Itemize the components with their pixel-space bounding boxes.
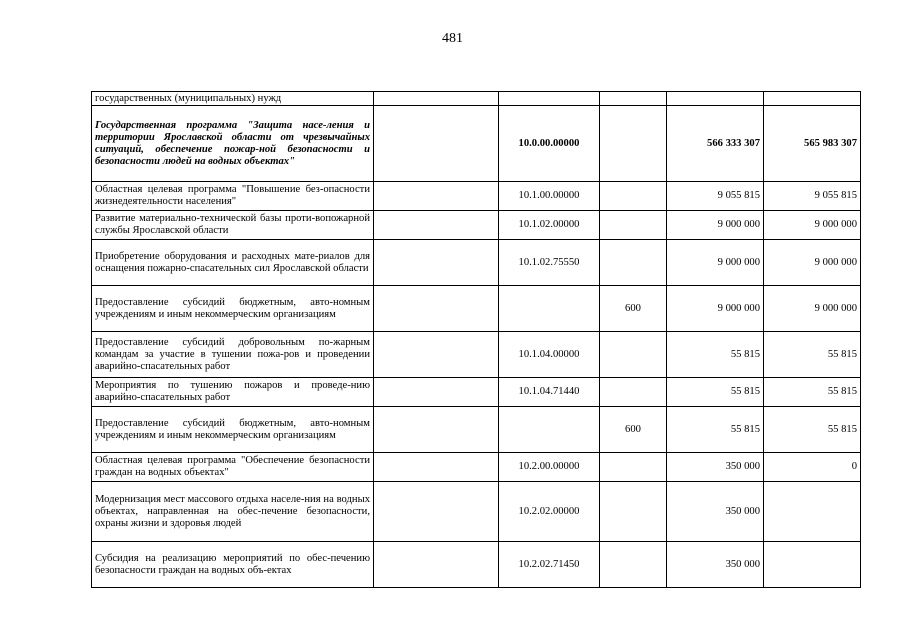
amount-year1-cell: 55 815 — [667, 332, 764, 378]
target-code-cell: 10.2.02.71450 — [499, 542, 600, 588]
table-row — [92, 240, 861, 286]
amount-year1-cell: 9 055 815 — [667, 182, 764, 211]
amount-year2-cell: 9 055 815 — [764, 182, 861, 211]
target-code-cell — [499, 407, 600, 453]
amount-year1-cell: 9 000 000 — [667, 211, 764, 240]
amount-year2-cell: 0 — [764, 453, 861, 482]
table-row — [92, 211, 861, 240]
expense-type-cell — [600, 542, 667, 588]
expense-type-cell — [600, 482, 667, 542]
empty-column-cell — [374, 378, 499, 407]
target-code-cell: 10.1.04.71440 — [499, 378, 600, 407]
amount-year1-cell: 9 000 000 — [667, 286, 764, 332]
expense-type-cell — [600, 92, 667, 106]
item-name-cell: Предоставление субсидий бюджетным, авто-номным учреждениям и иным некоммерческим организациям — [92, 407, 374, 453]
amount-year1-cell — [667, 92, 764, 106]
item-name-cell: Предоставление субсидий бюджетным, авто-номным учреждениям и иным некоммерческим организациям — [92, 286, 374, 332]
empty-column-cell — [374, 286, 499, 332]
item-name-cell: Предоставление субсидий добровольным по-жарным командам за участие в тушении пожа-ров и проведении аварийно-спасательных работ — [92, 332, 374, 378]
expense-type-cell — [600, 182, 667, 211]
expense-type-cell: 600 — [600, 407, 667, 453]
expense-type-cell: 600 — [600, 286, 667, 332]
expense-type-cell — [600, 240, 667, 286]
expense-type-cell — [600, 378, 667, 407]
table-row — [92, 106, 861, 182]
amount-year2-cell: 55 815 — [764, 378, 861, 407]
amount-year1-cell: 9 000 000 — [667, 240, 764, 286]
expense-type-cell — [600, 332, 667, 378]
table-row — [92, 407, 861, 453]
target-code-cell — [499, 286, 600, 332]
target-code-cell: 10.1.02.00000 — [499, 211, 600, 240]
table-row — [92, 182, 861, 211]
item-name-cell: Государственная программа "Защита насе-ления и территории Ярославской области от чрезвычайных ситуаций, обеспечение пожар-ной безопасности и безопасности людей на водных объектах" — [92, 106, 374, 182]
item-name-cell: государственных (муниципальных) нужд — [92, 92, 374, 106]
amount-year2-cell: 565 983 307 — [764, 106, 861, 182]
amount-year2-cell: 9 000 000 — [764, 286, 861, 332]
table-row — [92, 482, 861, 542]
expense-type-cell — [600, 106, 667, 182]
target-code-cell: 10.2.02.00000 — [499, 482, 600, 542]
item-name-cell: Субсидия на реализацию мероприятий по обес-печению безопасности граждан на водных объ-ектах — [92, 542, 374, 588]
expense-type-cell — [600, 453, 667, 482]
amount-year2-cell — [764, 482, 861, 542]
table-row — [92, 453, 861, 482]
empty-column-cell — [374, 542, 499, 588]
target-code-cell: 10.2.00.00000 — [499, 453, 600, 482]
empty-column-cell — [374, 240, 499, 286]
amount-year1-cell: 350 000 — [667, 482, 764, 542]
amount-year1-cell: 55 815 — [667, 378, 764, 407]
empty-column-cell — [374, 92, 499, 106]
empty-column-cell — [374, 106, 499, 182]
table-row — [92, 378, 861, 407]
item-name-cell: Приобретение оборудования и расходных мате-риалов для оснащения пожарно-спасательных сил Ярославской области — [92, 240, 374, 286]
empty-column-cell — [374, 332, 499, 378]
target-code-cell: 10.1.00.00000 — [499, 182, 600, 211]
amount-year2-cell: 55 815 — [764, 332, 861, 378]
budget-table-body — [92, 92, 861, 588]
empty-column-cell — [374, 407, 499, 453]
item-name-cell: Областная целевая программа "Обеспечение безопасности граждан на водных объектах" — [92, 453, 374, 482]
amount-year1-cell: 350 000 — [667, 453, 764, 482]
amount-year1-cell: 350 000 — [667, 542, 764, 588]
item-name-cell: Мероприятия по тушению пожаров и проведе-нию аварийно-спасательных работ — [92, 378, 374, 407]
amount-year2-cell: 55 815 — [764, 407, 861, 453]
target-code-cell: 10.1.04.00000 — [499, 332, 600, 378]
amount-year2-cell — [764, 542, 861, 588]
target-code-cell — [499, 92, 600, 106]
budget-table — [91, 91, 861, 588]
empty-column-cell — [374, 211, 499, 240]
target-code-cell: 10.1.02.75550 — [499, 240, 600, 286]
empty-column-cell — [374, 182, 499, 211]
amount-year2-cell: 9 000 000 — [764, 240, 861, 286]
amount-year1-cell: 566 333 307 — [667, 106, 764, 182]
table-row — [92, 542, 861, 588]
table-row — [92, 332, 861, 378]
amount-year2-cell — [764, 92, 861, 106]
table-row — [92, 286, 861, 332]
amount-year2-cell: 9 000 000 — [764, 211, 861, 240]
amount-year1-cell: 55 815 — [667, 407, 764, 453]
empty-column-cell — [374, 482, 499, 542]
page-number: 481 — [442, 31, 463, 46]
target-code-cell: 10.0.00.00000 — [499, 106, 600, 182]
item-name-cell: Развитие материально-технической базы проти-вопожарной службы Ярославской области — [92, 211, 374, 240]
empty-column-cell — [374, 453, 499, 482]
item-name-cell: Областная целевая программа "Повышение без-опасности жизнедеятельности населения" — [92, 182, 374, 211]
item-name-cell: Модернизация мест массового отдыха населе-ния на водных объектах, направленная на обес-печение безопасности, охраны жизни и здоровья людей — [92, 482, 374, 542]
expense-type-cell — [600, 211, 667, 240]
table-row — [92, 92, 861, 106]
